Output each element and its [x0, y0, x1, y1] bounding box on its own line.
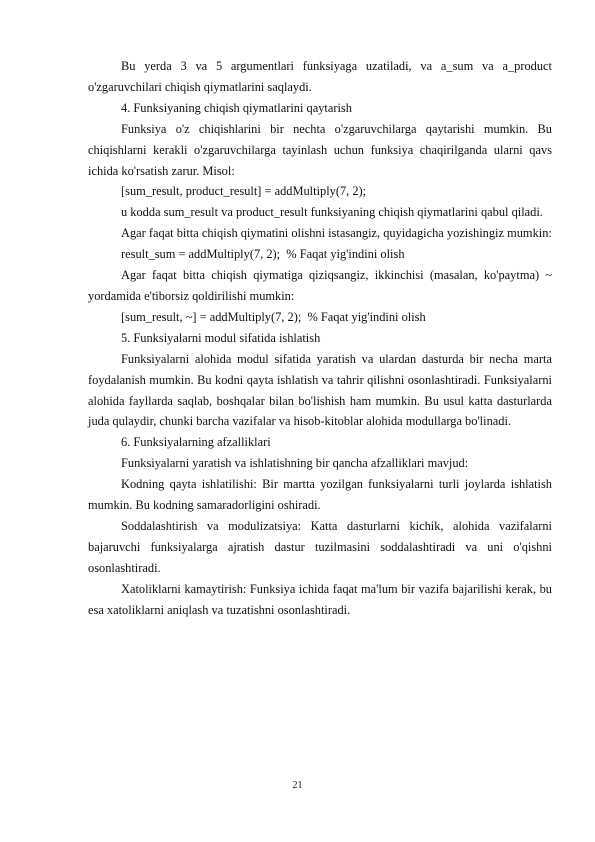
paragraph-advantage-modularity: Soddalashtirish va modulizatsiya: Katta dasturlarni kichik, alohida vazifalarni bajaruvchi funksiyalarga ajratish dastur tuzilmasini soddalashtiradi va uni o'qishni osonlashtiradi. [88, 518, 552, 575]
paragraph-modules: Funksiyalarni alohida modul sifatida yaratish va ulardan dasturda bir necha marta foydalanish mumkin. Bu kodni qayta ishlatish va tahrir qilishni osonlashtiradi. Funksiyalarni alohida fayllarda saqlab, boshqalar bilan bo'lishish ham mumkin. Bu usul katta dasturlarda juda qulaydir, chunki barcha vazifalar va hisob-kitoblar alohida modullarga bo'linadi. [88, 351, 552, 429]
paragraph-code-explanation: u kodda sum_result va product_result funksiyaning chiqish qiymatlarini qabul qiladi. [121, 205, 543, 220]
code-example-tilde: [sum_result, ~] = addMultiply(7, 2); % Faqat yig'indini olish [121, 309, 426, 324]
page-number: 21 [292, 780, 303, 791]
paragraph-advantage-reuse: Kodning qayta ishlatilishi: Bir martta yozilgan funksiyalarni turli joylarda ishlatish mumkin. Bu kodning samaradorligini oshiradi. [88, 477, 552, 513]
code-example-multiple-outputs: [sum_result, product_result] = addMultiply(7, 2); [121, 184, 367, 199]
page-body [88, 56, 552, 620]
paragraph-single-output: Agar faqat bitta chiqish qiymatini olishni istasangiz, quyidagicha yozishingiz mumkin: [121, 226, 552, 241]
paragraph-return-values: Funksiya o'z chiqishlarini bir nechta o'zgaruvchilarga qaytarishi mumkin. Bu chiqishlarni kerakli o'zgaruvchilarga tayinlash uchun funksiya chaqirilganda ularni qavs ichida ko'rsatish zarur. Misol: [88, 121, 552, 178]
code-example-single-output: result_sum = addMultiply(7, 2); % Faqat yig'indini olish [121, 247, 405, 262]
paragraph-argument-passing: Bu yerda 3 va 5 argumentlari funksiyaga uzatiladi, va a_sum va a_product o'zgaruvchilari chiqish qiymatlarini saqlaydi. [88, 59, 552, 94]
paragraph-ignore-output: Agar faqat bitta chiqish qiymatiga qiziqsangiz, ikkinchisi (masalan, ko'paytma) ~ yordamida e'tiborsiz qoldirilishi mumkin: [88, 268, 552, 303]
paragraph-advantage-errors: Xatoliklarni kamaytirish: Funksiya ichida faqat ma'lum bir vazifa bajarilishi kerak, bu esa xatoliklarni aniqlash va tuzatishni osonlashtiradi. [88, 581, 552, 617]
heading-return-values: 4. Funksiyaning chiqish qiymatlarini qaytarish [121, 100, 352, 115]
heading-modules: 5. Funksiyalarni modul sifatida ishlatish [121, 330, 321, 345]
heading-advantages: 6. Funksiyalarning afzalliklari [121, 435, 271, 450]
paragraph-advantages-intro: Funksiyalarni yaratish va ishlatishning bir qancha afzalliklari mavjud: [121, 456, 469, 471]
